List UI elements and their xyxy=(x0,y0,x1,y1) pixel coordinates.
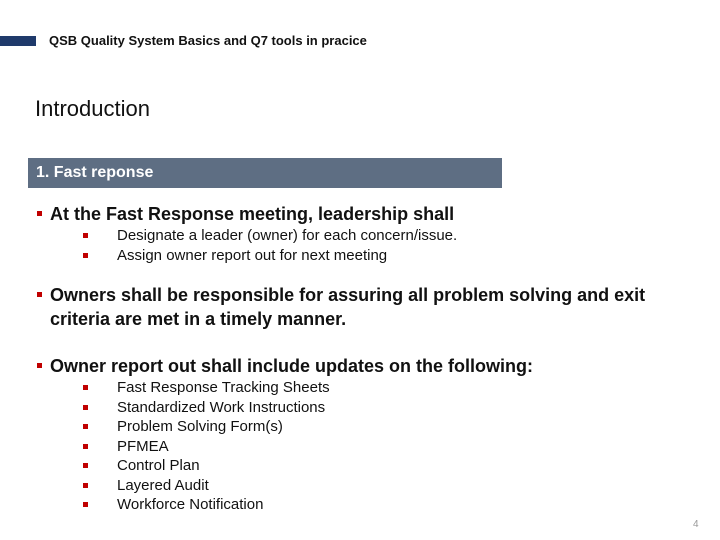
bullet-square-icon xyxy=(37,211,42,216)
bullet-square-icon xyxy=(83,444,88,449)
sub-bullet xyxy=(37,226,457,246)
bullet-square-icon xyxy=(83,405,88,410)
sub-bullet-text: Control Plan xyxy=(117,457,200,474)
main-bullet-text: Owners shall be responsible for assuring all problem solving and exit criteria are met in a timely manner. xyxy=(50,285,646,329)
sub-bullet xyxy=(37,398,533,418)
main-bullet xyxy=(37,283,650,331)
sub-bullet xyxy=(37,417,533,437)
sub-bullet-text: Workforce Notification xyxy=(117,496,264,513)
sub-bullet xyxy=(37,495,533,515)
main-bullet-text: Owner report out shall include updates on the following: xyxy=(50,356,534,376)
sub-bullet-text: Assign owner report out for next meeting xyxy=(117,246,388,264)
sub-bullet-text: PFMEA xyxy=(117,437,169,455)
sub-list xyxy=(37,378,533,515)
bullet-square-icon xyxy=(83,483,88,488)
sub-bullet xyxy=(37,378,533,398)
bullet-block xyxy=(37,354,533,515)
bullet-block xyxy=(37,202,457,265)
slide-title: Introduction xyxy=(35,96,150,121)
bullet-square-icon xyxy=(83,385,88,390)
sub-bullet xyxy=(37,456,533,476)
bullet-square-icon xyxy=(83,424,88,429)
main-bullet xyxy=(37,354,533,378)
bullet-square-icon xyxy=(37,363,42,368)
sub-bullet-text: Designate a leader (owner) for each concern/issue. xyxy=(117,227,458,244)
sub-bullet xyxy=(37,246,457,266)
bullet-square-icon xyxy=(83,233,88,238)
sub-bullet xyxy=(37,476,533,496)
sub-bullet-text: Layered Audit xyxy=(117,476,209,494)
bullet-square-icon xyxy=(83,253,88,258)
bullet-block xyxy=(37,283,650,331)
sub-bullet-text: Fast Response Tracking Sheets xyxy=(117,379,330,396)
main-bullet-text: At the Fast Response meeting, leadership shall xyxy=(50,204,455,224)
bullet-square-icon xyxy=(37,292,42,297)
page-number: 4 xyxy=(693,519,699,530)
slide-header: QSB Quality System Basics and Q7 tools in pracice xyxy=(49,33,367,48)
bullet-square-icon xyxy=(83,502,88,507)
section-label: 1. Fast reponse xyxy=(36,164,154,181)
section-band xyxy=(28,158,502,188)
sub-list xyxy=(37,226,457,265)
header-accent-bar xyxy=(0,36,36,46)
sub-bullet-text: Problem Solving Form(s) xyxy=(117,418,283,435)
bullet-square-icon xyxy=(83,463,88,468)
main-bullet xyxy=(37,202,457,226)
sub-bullet xyxy=(37,437,533,457)
sub-bullet-text: Standardized Work Instructions xyxy=(117,398,326,416)
